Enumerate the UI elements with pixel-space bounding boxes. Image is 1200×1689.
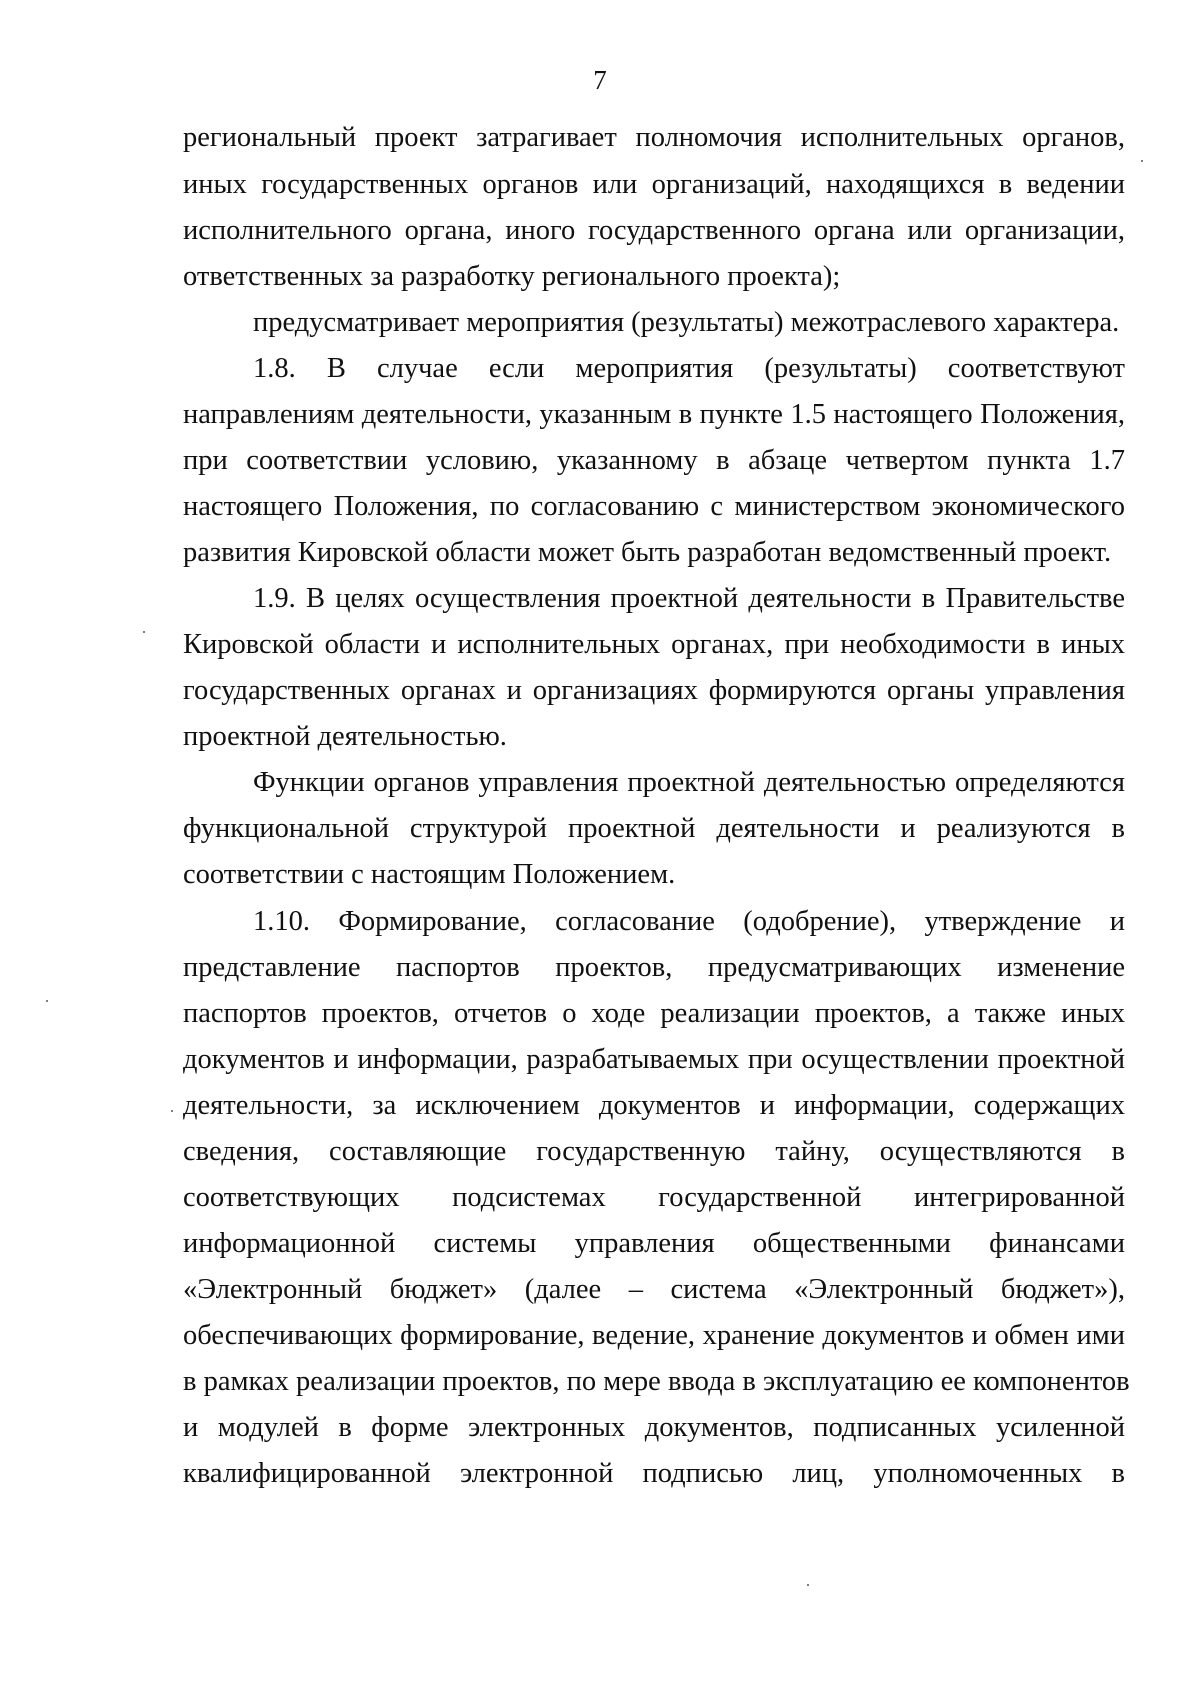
text-line: развития Кировской области может быть разработан ведомственный проект. xyxy=(183,537,1112,568)
text-line: настоящего Положения, по согласованию с министерством экономического xyxy=(183,491,1125,522)
text-line: ответственных за разработку регионального проекта); xyxy=(183,261,841,292)
text-line: «Электронный бюджет» (далее – система «Электронный бюджет»), xyxy=(183,1274,1125,1305)
text-line: паспортов проектов, отчетов о ходе реализации проектов, а также иных xyxy=(183,998,1125,1029)
scan-speck xyxy=(46,1000,48,1002)
text-line: функциональной структурой проектной деятельности и реализуются в xyxy=(183,813,1125,844)
text-line: исполнительного органа, иного государственного органа или организации, xyxy=(183,215,1125,246)
text-line: проектной деятельностью. xyxy=(183,721,507,752)
text-line: направлениям деятельности, указанным в пункте 1.5 настоящего Положения, xyxy=(183,399,1125,430)
text-line: 1.10. Формирование, согласование (одобрение), утверждение и xyxy=(253,906,1125,937)
text-line: государственных органах и организациях формируются органы управления xyxy=(183,675,1125,706)
text-line: 1.8. В случае если мероприятия (результаты) соответствуют xyxy=(253,353,1125,384)
text-line: 1.9. В целях осуществления проектной деятельности в Правительстве xyxy=(253,583,1125,614)
text-line: квалифицированной электронной подписью лиц, уполномоченных в xyxy=(183,1458,1125,1489)
text-line: при соответствии условию, указанному в абзаце четвертом пункта 1.7 xyxy=(183,445,1125,476)
text-line: иных государственных органов или организаций, находящихся в ведении xyxy=(183,169,1125,200)
scan-speck xyxy=(171,1110,173,1112)
text-line: региональный проект затрагивает полномочия исполнительных органов, xyxy=(183,122,1125,153)
page-number: 7 xyxy=(593,65,607,95)
text-line: Функции органов управления проектной деятельностью определяются xyxy=(253,767,1125,798)
text-line: деятельности, за исключением документов и информации, содержащих xyxy=(183,1090,1125,1121)
text-line: в рамках реализации проектов, по мере ввода в эксплуатацию ее компонентов xyxy=(183,1366,1130,1397)
text-line: Кировской области и исполнительных органах, при необходимости в иных xyxy=(183,629,1125,660)
text-line: и модулей в форме электронных документов, подписанных усиленной xyxy=(183,1412,1125,1443)
scan-speck xyxy=(807,1584,809,1586)
text-line: соответствующих подсистемах государственной интегрированной xyxy=(183,1182,1125,1213)
scan-speck xyxy=(1141,160,1143,162)
text-line: предусматривает мероприятия (результаты) межотраслевого характера. xyxy=(253,307,1120,338)
text-line: документов и информации, разрабатываемых при осуществлении проектной xyxy=(183,1044,1125,1075)
scan-speck xyxy=(143,631,145,633)
text-line: соответствии с настоящим Положением. xyxy=(183,859,676,890)
text-line: обеспечивающих формирование, ведение, хранение документов и обмен ими xyxy=(183,1320,1125,1351)
text-line: представление паспортов проектов, предусматривающих изменение xyxy=(183,952,1125,983)
text-line: сведения, составляющие государственную тайну, осуществляются в xyxy=(183,1136,1125,1167)
text-line: информационной системы управления общественными финансами xyxy=(183,1228,1125,1259)
